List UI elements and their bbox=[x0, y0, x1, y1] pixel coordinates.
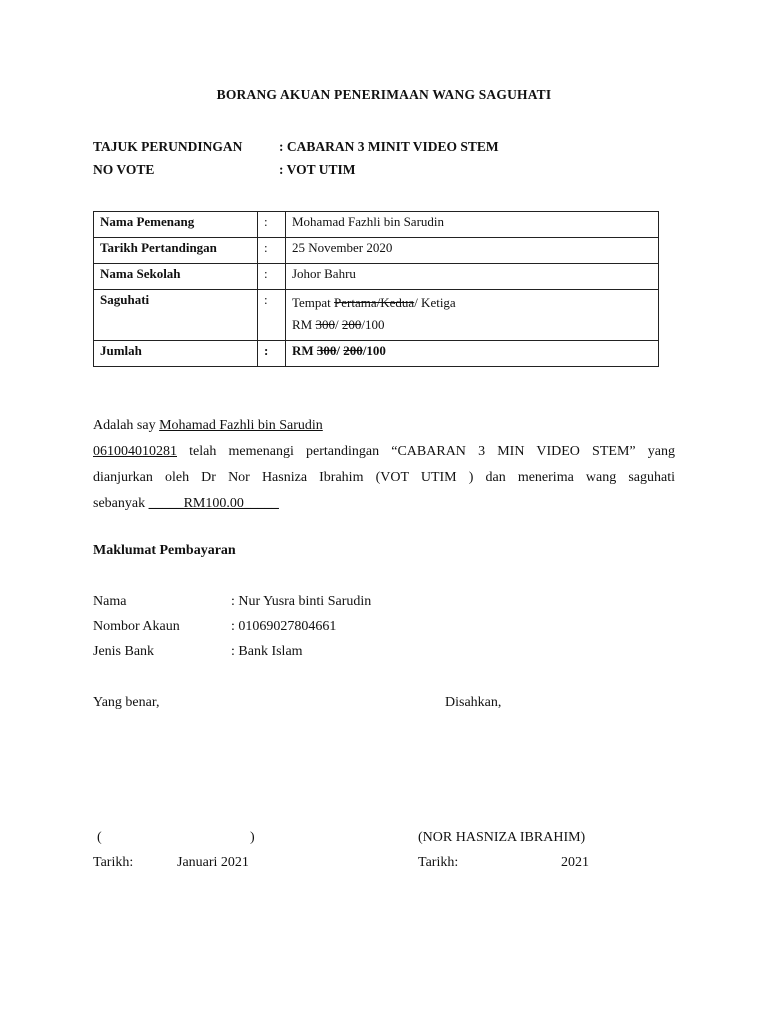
declaration-amount: _____RM100.00_____ bbox=[148, 496, 279, 511]
saguhati-placement-prefix: Tempat bbox=[292, 295, 335, 310]
payment-heading: Maklumat Pembayaran bbox=[93, 543, 236, 558]
saguhati-amount-prefix: RM bbox=[292, 317, 316, 332]
right-date-value: 2021 bbox=[561, 855, 589, 870]
jumlah-prefix: RM bbox=[292, 343, 317, 358]
tajuk-value: : CABARAN 3 MINIT VIDEO STEM bbox=[279, 139, 499, 154]
vote-label: NO VOTE bbox=[93, 162, 155, 177]
colon: : bbox=[258, 212, 286, 238]
table-row bbox=[94, 212, 659, 238]
payment-bank-label: Jenis Bank bbox=[93, 644, 155, 659]
tarikh-pertandingan-value: 25 November 2020 bbox=[286, 238, 659, 264]
signature-close-paren: ) bbox=[250, 830, 255, 845]
jumlah-suffix: /100 bbox=[362, 343, 386, 358]
tarikh-pertandingan-label: Tarikh Pertandingan bbox=[94, 238, 258, 264]
colon: : bbox=[258, 264, 286, 290]
jumlah-sep: / bbox=[336, 343, 344, 358]
left-date-value: Januari 2021 bbox=[177, 855, 249, 870]
document-title: BORANG AKUAN PENERIMAAN WANG SAGUHATI bbox=[216, 87, 552, 102]
declaration-id-number: 061004010281 bbox=[93, 444, 177, 459]
colon: : bbox=[258, 238, 286, 264]
yang-benar-label: Yang benar, bbox=[93, 695, 160, 710]
tajuk-label: TAJUK PERUNDINGAN bbox=[93, 139, 243, 154]
payment-akaun-value: : 01069027804661 bbox=[231, 619, 337, 634]
payment-bank-value: : Bank Islam bbox=[231, 644, 303, 659]
declaration-name: Mohamad Fazhli bin Sarudin bbox=[159, 418, 323, 433]
saguhati-amount-struck-a: 300 bbox=[315, 317, 335, 332]
saguhati-value bbox=[286, 290, 659, 341]
jumlah-label: Jumlah bbox=[94, 341, 258, 367]
saguhati-placement-suffix: / Ketiga bbox=[414, 295, 456, 310]
payment-nama-label: Nama bbox=[93, 594, 127, 609]
saguhati-label: Saguhati bbox=[94, 290, 258, 341]
declaration-line-2-text: telah memenangi pertandingan “CABARAN 3 MIN VIDEO STEM” yang bbox=[177, 444, 675, 459]
saguhati-placement-struck: Pertama/Kedua bbox=[334, 295, 415, 310]
declaration-amount-prefix: sebanyak bbox=[93, 496, 149, 511]
declaration-line-4 bbox=[93, 491, 675, 517]
jumlah-value bbox=[286, 341, 659, 367]
right-date-label: Tarikh: bbox=[418, 855, 459, 870]
table-row bbox=[94, 264, 659, 290]
winner-info-table bbox=[93, 211, 659, 367]
payment-nama-value: : Nur Yusra binti Sarudin bbox=[231, 594, 372, 609]
table-row bbox=[94, 290, 659, 341]
saguhati-amount-struck-b: 200 bbox=[341, 317, 362, 332]
colon: : bbox=[258, 341, 286, 367]
nama-sekolah-value: Johor Bahru bbox=[286, 264, 659, 290]
saguhati-amount-suffix: /100 bbox=[361, 317, 385, 332]
nama-pemenang-value: Mohamad Fazhli bin Sarudin bbox=[286, 212, 659, 238]
nama-pemenang-label: Nama Pemenang bbox=[94, 212, 258, 238]
nama-sekolah-label: Nama Sekolah bbox=[94, 264, 258, 290]
jumlah-struck-b: 200 bbox=[343, 343, 363, 358]
left-date-label: Tarikh: bbox=[93, 855, 134, 870]
declaration-line-3: dianjurkan oleh Dr Nor Hasniza Ibrahim (VOT UTIM ) dan menerima wang saguhati bbox=[93, 470, 675, 485]
saguhati-placement bbox=[292, 292, 652, 314]
signature-open-paren: ( bbox=[97, 830, 102, 845]
colon: : bbox=[258, 290, 286, 341]
declaration-prefix: Adalah say bbox=[93, 418, 160, 433]
jumlah-struck-a: 300 bbox=[316, 343, 337, 358]
table-row bbox=[94, 341, 659, 367]
payment-akaun-label: Nombor Akaun bbox=[93, 619, 180, 634]
declaration-line-1 bbox=[93, 413, 675, 439]
vote-value: : VOT UTIM bbox=[279, 162, 356, 177]
declaration-line-2 bbox=[93, 439, 675, 465]
saguhati-amount-sep: / bbox=[334, 317, 342, 332]
approver-name: (NOR HASNIZA IBRAHIM) bbox=[418, 830, 586, 845]
table-row bbox=[94, 238, 659, 264]
saguhati-amount bbox=[292, 314, 652, 336]
disahkan-label: Disahkan, bbox=[445, 695, 502, 710]
